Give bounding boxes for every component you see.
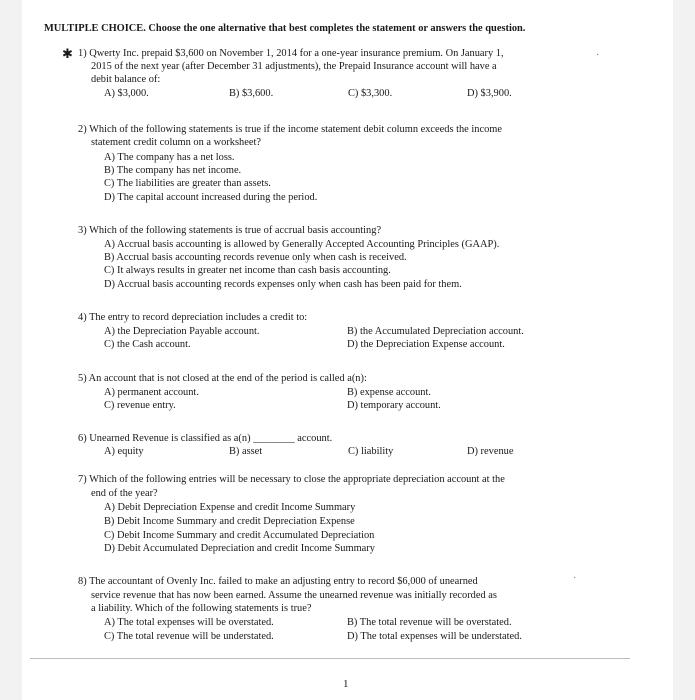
q4-line1: 4) The entry to record depreciation includes a credit to: <box>78 312 308 323</box>
q7-line2: end of the year? <box>91 488 158 499</box>
q6-option-a[interactable]: A) equity <box>104 446 144 457</box>
q5-option-d[interactable]: D) temporary account. <box>347 400 441 411</box>
q7-line1: 7) Which of the following entries will be necessary to close the appropriate depreciation account at the <box>78 474 505 485</box>
q5-option-b[interactable]: B) expense account. <box>347 387 431 398</box>
q7-option-a[interactable]: A) Debit Depreciation Expense and credit Income Summary <box>104 502 356 513</box>
q6-option-c[interactable]: C) liability <box>348 446 394 457</box>
q5-option-a[interactable]: A) permanent account. <box>104 387 199 398</box>
q4-option-d[interactable]: D) the Depreciation Expense account. <box>347 339 505 350</box>
star-icon: ✱ <box>62 46 73 61</box>
q4-option-b[interactable]: B) the Accumulated Depreciation account. <box>347 326 524 337</box>
stray-mark: · <box>573 573 577 584</box>
q3-option-b[interactable]: B) Accrual basis accounting records revenue only when cash is received. <box>104 252 407 263</box>
q5-option-c[interactable]: C) revenue entry. <box>104 400 176 411</box>
q6-line1: 6) Unearned Revenue is classified as a(n) ________ account. <box>78 433 333 444</box>
q2-option-c[interactable]: C) The liabilities are greater than assets. <box>104 178 271 189</box>
q8-line1: 8) The accountant of Ovenly Inc. failed to make an adjusting entry to record $6,000 of unearned <box>78 576 478 587</box>
q2-option-d[interactable]: D) The capital account increased during the period. <box>104 192 318 203</box>
q3-option-c[interactable]: C) It always results in greater net income than cash basis accounting. <box>104 265 391 276</box>
q7-option-c[interactable]: C) Debit Income Summary and credit Accumulated Depreciation <box>104 530 375 541</box>
q5-line1: 5) An account that is not closed at the end of the period is called a(n): <box>78 373 367 384</box>
stray-mark: · <box>596 50 600 61</box>
q8-option-d[interactable]: D) The total expenses will be understated. <box>347 631 522 642</box>
page-divider <box>30 658 630 659</box>
q6-option-d[interactable]: D) revenue <box>467 446 514 457</box>
q1-option-d[interactable]: D) $3,900. <box>467 88 512 99</box>
q2-option-b[interactable]: B) The company has net income. <box>104 165 242 176</box>
q1-line3: debit balance of: <box>91 74 161 85</box>
q7-option-b[interactable]: B) Debit Income Summary and credit Depreciation Expense <box>104 516 355 527</box>
q1-option-c[interactable]: C) $3,300. <box>348 88 393 99</box>
q2-option-a[interactable]: A) The company has a net loss. <box>104 152 235 163</box>
q2-line2: statement credit column on a worksheet? <box>91 137 261 148</box>
q6-option-b[interactable]: B) asset <box>229 446 263 457</box>
q7-option-d[interactable]: D) Debit Accumulated Depreciation and credit Income Summary <box>104 543 375 554</box>
q3-line1: 3) Which of the following statements is true of accrual basis accounting? <box>78 225 382 236</box>
page-number: 1 <box>343 678 349 690</box>
instructions-header: MULTIPLE CHOICE. Choose the one alternative that best completes the statement or answers the question. <box>44 23 526 34</box>
q1-line1: 1) Qwerty Inc. prepaid $3,600 on November 1, 2014 for a one-year insurance premium. On January 1, <box>78 48 504 59</box>
q1-option-a[interactable]: A) $3,000. <box>104 88 149 99</box>
q3-option-d[interactable]: D) Accrual basis accounting records expenses only when cash has been paid for them. <box>104 279 462 290</box>
q8-line2: service revenue that has now been earned. Assume the unearned revenue was initially recorded as <box>91 590 497 601</box>
q8-option-c[interactable]: C) The total revenue will be understated. <box>104 631 274 642</box>
q4-option-a[interactable]: A) the Depreciation Payable account. <box>104 326 260 337</box>
q1-option-b[interactable]: B) $3,600. <box>229 88 274 99</box>
q2-line1: 2) Which of the following statements is true if the income statement debit column exceeds the income <box>78 124 502 135</box>
q8-option-b[interactable]: B) The total revenue will be overstated. <box>347 617 512 628</box>
q1-line2: 2015 of the next year (after December 31 adjustments), the Prepaid Insurance account will have a <box>91 61 497 72</box>
q8-option-a[interactable]: A) The total expenses will be overstated. <box>104 617 274 628</box>
q4-option-c[interactable]: C) the Cash account. <box>104 339 191 350</box>
q3-option-a[interactable]: A) Accrual basis accounting is allowed by Generally Accepted Accounting Principles (GAAP). <box>104 239 500 250</box>
q8-line3: a liability. Which of the following statements is true? <box>91 603 312 614</box>
